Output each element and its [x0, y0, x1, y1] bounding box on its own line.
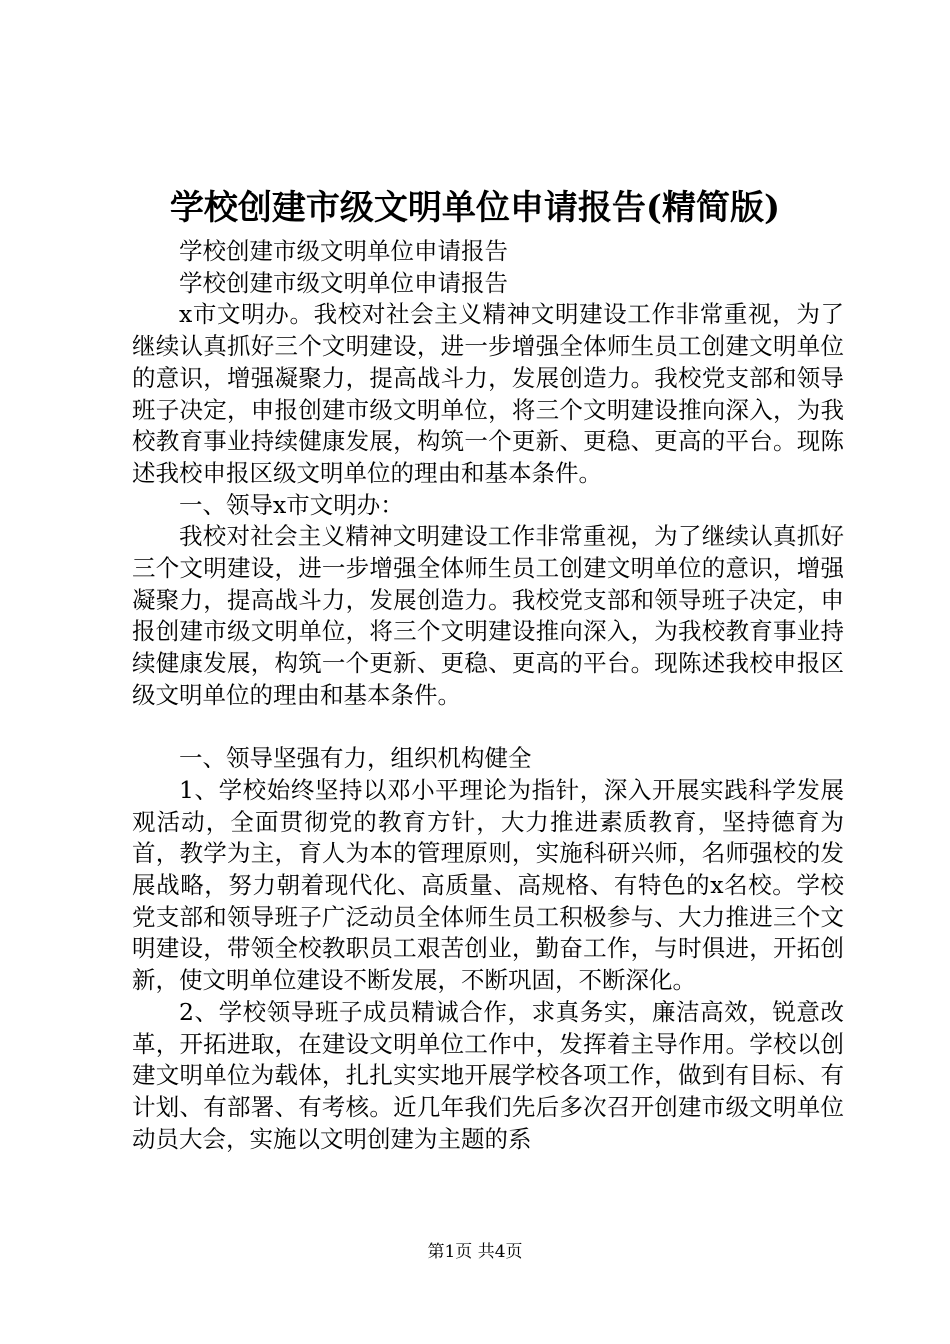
blank-line	[132, 712, 844, 744]
paragraph: 我校对社会主义精神文明建设工作非常重视，为了继续认真抓好三个文明建设，进一步增强全体师生员工创建文明单位的意识，增强凝聚力，提高战斗力，发展创造力。我校党支部和领导班子决定，申报创建市级文明单位，将三个文明建设推向深入，为我校教育事业持续健康发展，构筑一个更新、更稳、更高的平台。现陈述我校申报区级文明单位的理由和基本条件。	[132, 522, 844, 709]
paragraph: 2、学校领导班子成员精诚合作，求真务实，廉洁高效，锐意改革，开拓进取，在建设文明单位工作中，发挥着主导作用。学校以创建文明单位为载体，扎扎实实地开展学校各项工作，做到有目标、有计划、有部署、有考核。近几年我们先后多次召开创建市级文明单位动员大会，实施以文明创建为主题的系	[132, 997, 844, 1153]
section-heading: 一、领导x市文明办：	[179, 490, 404, 519]
paragraph: x市文明办。我校对社会主义精神文明建设工作非常重视，为了继续认真抓好三个文明建设，进一步增强全体师生员工创建文明单位的意识，增强凝聚力，提高战斗力，发展创造力。我校党支部和领导班子决定，申报创建市级文明单位，将三个文明建设推向深入，为我校教育事业持续健康发展，构筑一个更新、更稳、更高的平台。现陈述我校申报区级文明单位的理由和基本条件。	[132, 300, 844, 487]
paragraph: 1、学校始终坚持以邓小平理论为指针，深入开展实践科学发展观活动，全面贯彻党的教育方针，大力推进素质教育，坚持德育为首，教学为主，育人为本的管理原则，实施科研兴师，名师强校的发展战略，努力朝着现代化、高质量、高规格、有特色的x名校。学校党支部和领导班子广泛动员全体师生员工积极参与、大力推进三个文明建设，带领全校教职员工艰苦创业，勤奋工作，与时俱进，开拓创新，使文明单位建设不断发展，不断巩固，不断深化。	[132, 775, 844, 995]
subtitle-line: 学校创建市级文明单位申请报告	[179, 268, 508, 297]
document-body	[132, 236, 844, 1155]
page-footer: 第1页 共4页	[427, 1242, 523, 1262]
section-heading: 一、领导坚强有力，组织机构健全	[179, 744, 532, 773]
document-title: 学校创建市级文明单位申请报告(精简版)	[169, 188, 781, 228]
subtitle-line: 学校创建市级文明单位申请报告	[179, 237, 508, 265]
